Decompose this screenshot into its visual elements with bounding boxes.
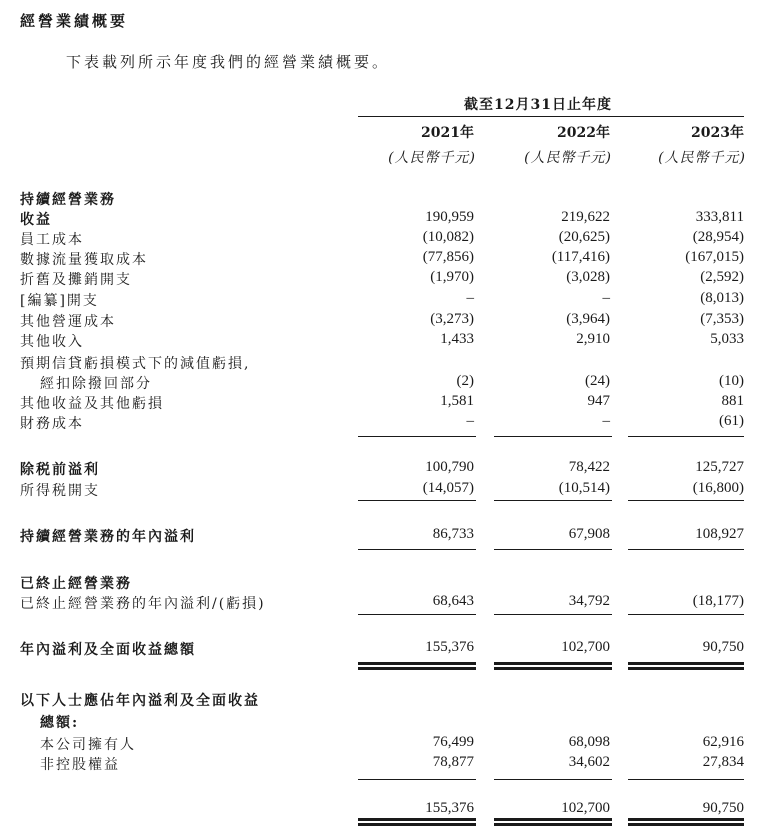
row-value-2023: (16,800) xyxy=(692,480,744,496)
table-row xyxy=(0,593,764,613)
table-row xyxy=(0,480,764,500)
row-value-2022: (10,514) xyxy=(558,480,610,496)
row-value-2023: (8,013) xyxy=(700,290,744,306)
row-value-2021: 190,959 xyxy=(425,209,474,225)
table-row xyxy=(0,290,764,310)
subtotal-rule xyxy=(628,549,744,550)
year-header-2022: 2022年 xyxy=(557,125,610,141)
total-double-rule xyxy=(358,818,476,826)
row-value-2021: 155,376 xyxy=(425,639,474,655)
row-value-2022: 67,908 xyxy=(568,526,610,542)
unit-label-2023: (人民幣千元) xyxy=(658,150,746,166)
row-value-2021: 68,643 xyxy=(432,593,474,609)
year-header-2021: 2021年 xyxy=(421,125,474,141)
table-row xyxy=(0,526,764,546)
subtotal-rule xyxy=(494,614,612,615)
table-row xyxy=(0,209,764,229)
table-row xyxy=(0,189,764,209)
row-value-2021: – xyxy=(466,290,474,306)
total-double-rule xyxy=(628,818,744,826)
row-label: 折舊及攤銷開支 xyxy=(20,272,132,288)
row-value-2023: 90,750 xyxy=(702,800,744,816)
row-value-2022: 34,602 xyxy=(568,754,610,770)
row-value-2021: (14,057) xyxy=(422,480,474,496)
subtotal-rule xyxy=(494,549,612,550)
row-value-2022: (3,028) xyxy=(566,269,610,285)
row-label: 其他營運成本 xyxy=(20,314,116,330)
row-value-2021: 78,877 xyxy=(432,754,474,770)
row-value-2021: (77,856) xyxy=(422,249,474,265)
row-value-2022: 68,098 xyxy=(568,734,610,750)
row-value-2023: (7,353) xyxy=(700,311,744,327)
section-title: 經營業績概要 xyxy=(20,12,129,30)
table-row xyxy=(0,311,764,331)
row-label: 員工成本 xyxy=(20,232,84,248)
row-label: 所得税開支 xyxy=(20,483,100,499)
row-label: 其他收益及其他虧損 xyxy=(20,396,164,412)
total-double-rule xyxy=(494,818,612,826)
row-value-2022: (20,625) xyxy=(558,229,610,245)
subtotal-rule xyxy=(494,779,612,780)
row-value-2023: (28,954) xyxy=(692,229,744,245)
row-value-2023: (61) xyxy=(719,413,744,429)
row-value-2021: 76,499 xyxy=(432,734,474,750)
row-label: 本公司擁有人 xyxy=(40,737,136,753)
table-row xyxy=(0,373,764,393)
row-value-2022: 102,700 xyxy=(561,800,610,816)
subtotal-rule xyxy=(358,614,476,615)
row-value-2022: 2,910 xyxy=(576,331,610,347)
row-value-2023: 27,834 xyxy=(702,754,744,770)
row-label: 持續經營業務的年內溢利 xyxy=(20,529,196,545)
row-value-2021: 1,581 xyxy=(440,393,474,409)
subtotal-rule xyxy=(628,779,744,780)
row-value-2022: – xyxy=(602,290,610,306)
total-double-rule xyxy=(494,662,612,670)
row-value-2021: 1,433 xyxy=(440,331,474,347)
row-value-2022: 947 xyxy=(587,393,610,409)
subtotal-rule xyxy=(628,436,744,437)
row-value-2021: 100,790 xyxy=(425,459,474,475)
row-value-2021: 86,733 xyxy=(432,526,474,542)
total-double-rule xyxy=(358,662,476,670)
row-label: 經扣除撥回部分 xyxy=(40,376,152,392)
row-label: 年內溢利及全面收益總額 xyxy=(20,642,196,658)
table-row xyxy=(0,393,764,413)
row-value-2023: (2,592) xyxy=(700,269,744,285)
row-label: 除税前溢利 xyxy=(20,462,100,478)
row-value-2022: 78,422 xyxy=(568,459,610,475)
row-label: 已終止經營業務 xyxy=(20,576,132,592)
row-label: 總額: xyxy=(40,715,80,731)
row-value-2023: 108,927 xyxy=(695,526,744,542)
unit-label-2022: (人民幣千元) xyxy=(524,150,612,166)
row-value-2023: 62,916 xyxy=(702,734,744,750)
row-value-2023: 333,811 xyxy=(695,209,744,225)
subtotal-rule xyxy=(628,614,744,615)
row-label: 數據流量獲取成本 xyxy=(20,252,148,268)
unit-label-2021: (人民幣千元) xyxy=(388,150,476,166)
table-row xyxy=(0,249,764,269)
subtotal-rule xyxy=(494,500,612,501)
row-label: [編纂]開支 xyxy=(20,293,99,309)
table-row xyxy=(0,331,764,351)
row-value-2023: (10) xyxy=(719,373,744,389)
row-value-2022: 219,622 xyxy=(561,209,610,225)
table-row xyxy=(0,269,764,289)
subtotal-rule xyxy=(358,436,476,437)
row-value-2021: (10,082) xyxy=(422,229,474,245)
row-label: 收益 xyxy=(20,212,52,228)
total-double-rule xyxy=(628,662,744,670)
table-row xyxy=(0,229,764,249)
row-label: 非控股權益 xyxy=(40,757,120,773)
row-label: 以下人士應佔年內溢利及全面收益 xyxy=(20,693,260,709)
header-rule xyxy=(358,116,744,117)
row-value-2021: 155,376 xyxy=(425,800,474,816)
row-value-2022: – xyxy=(602,413,610,429)
subtotal-rule xyxy=(494,436,612,437)
row-value-2022: 34,792 xyxy=(568,593,610,609)
table-row xyxy=(0,690,764,710)
subtotal-rule xyxy=(628,500,744,501)
table-row xyxy=(0,353,764,373)
row-value-2022: 102,700 xyxy=(561,639,610,655)
row-value-2023: 90,750 xyxy=(702,639,744,655)
row-value-2021: – xyxy=(466,413,474,429)
table-row xyxy=(0,734,764,754)
subtotal-rule xyxy=(358,779,476,780)
row-label: 預期信貸虧損模式下的減值虧損, xyxy=(20,356,251,372)
subtotal-rule xyxy=(358,549,476,550)
table-row xyxy=(0,639,764,659)
table-row xyxy=(0,800,764,820)
subtotal-rule xyxy=(358,500,476,501)
row-value-2021: (2) xyxy=(456,373,474,389)
row-value-2023: 125,727 xyxy=(695,459,744,475)
row-value-2023: 881 xyxy=(721,393,744,409)
row-label: 其他收入 xyxy=(20,334,84,350)
row-label: 持續經營業務 xyxy=(20,192,116,208)
row-value-2022: (117,416) xyxy=(551,249,610,265)
row-label: 財務成本 xyxy=(20,416,84,432)
row-value-2023: 5,033 xyxy=(710,331,744,347)
row-value-2022: (24) xyxy=(585,373,610,389)
table-row xyxy=(0,413,764,433)
row-value-2021: (1,970) xyxy=(430,269,474,285)
row-value-2023: (18,177) xyxy=(692,593,744,609)
table-row xyxy=(0,573,764,593)
period-header: 截至12月31日止年度 xyxy=(464,97,612,113)
row-value-2023: (167,015) xyxy=(685,249,744,265)
row-value-2021: (3,273) xyxy=(430,311,474,327)
table-row xyxy=(0,459,764,479)
table-row xyxy=(0,754,764,774)
row-value-2022: (3,964) xyxy=(566,311,610,327)
table-row xyxy=(0,712,764,732)
intro-text: 下表載列所示年度我們的經營業績概要。 xyxy=(66,53,391,71)
row-label: 已終止經營業務的年內溢利/(虧損) xyxy=(20,596,266,612)
year-header-2023: 2023年 xyxy=(691,125,744,141)
